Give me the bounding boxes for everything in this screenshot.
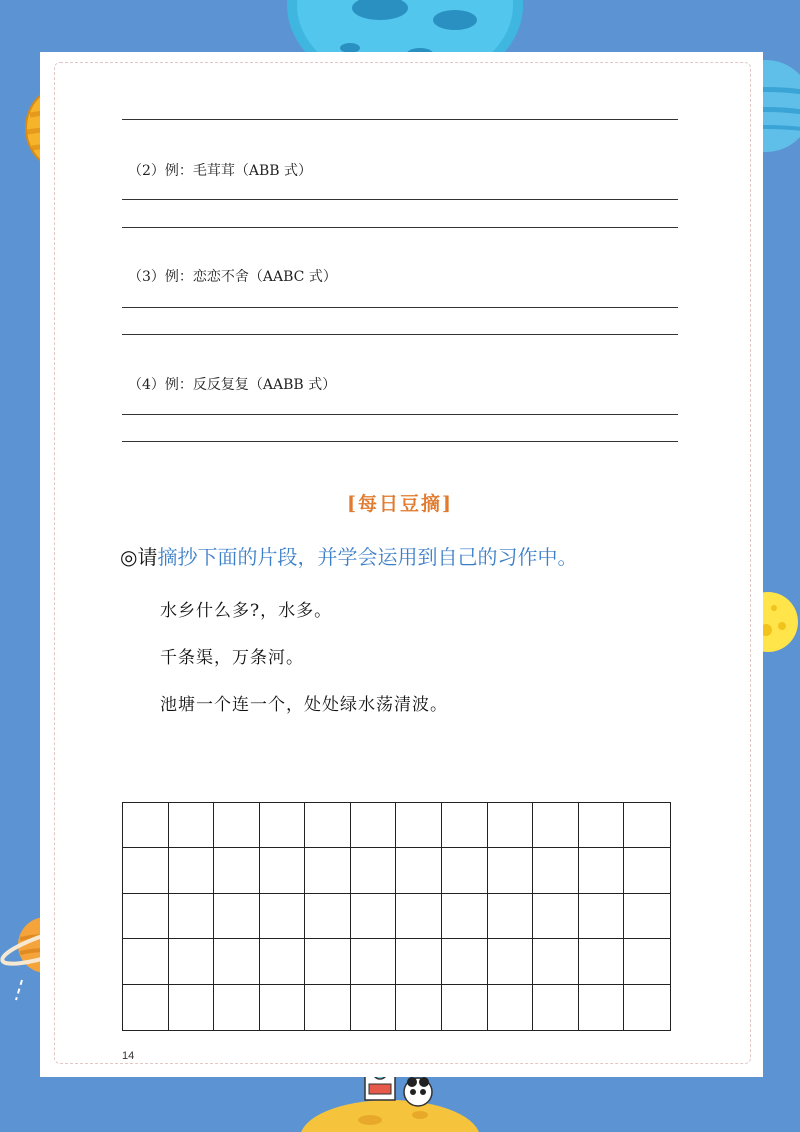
grid-cell[interactable] <box>396 894 442 939</box>
grid-cell[interactable] <box>579 803 625 848</box>
grid-cell[interactable] <box>488 894 534 939</box>
grid-cell[interactable] <box>533 848 579 893</box>
grid-cell[interactable] <box>123 803 169 848</box>
writing-line <box>122 199 678 200</box>
grid-cell[interactable] <box>260 803 306 848</box>
grid-cell[interactable] <box>305 848 351 893</box>
passage-line-1: 水乡什么多?，水多。 <box>160 601 333 621</box>
grid-cell[interactable] <box>214 894 260 939</box>
grid-cell[interactable] <box>169 894 215 939</box>
instruction-text <box>120 541 577 570</box>
grid-cell[interactable] <box>169 848 215 893</box>
grid-cell[interactable] <box>169 939 215 984</box>
grid-cell[interactable] <box>533 894 579 939</box>
grid-cell[interactable] <box>260 894 306 939</box>
grid-cell[interactable] <box>260 939 306 984</box>
instruction-mark: ◎请 <box>120 545 158 569</box>
writing-line <box>122 441 678 442</box>
grid-cell[interactable] <box>488 848 534 893</box>
passage-line-3: 池塘一个连一个，处处绿水荡清波。 <box>160 695 448 715</box>
grid-cell[interactable] <box>624 803 670 848</box>
grid-cell[interactable] <box>488 939 534 984</box>
grid-cell[interactable] <box>579 939 625 984</box>
grid-cell[interactable] <box>123 985 169 1030</box>
grid-cell[interactable] <box>579 985 625 1030</box>
writing-grid[interactable] <box>122 802 671 1031</box>
grid-cell[interactable] <box>351 894 397 939</box>
grid-cell[interactable] <box>305 894 351 939</box>
grid-cell[interactable] <box>624 894 670 939</box>
grid-cell[interactable] <box>123 848 169 893</box>
grid-cell[interactable] <box>123 939 169 984</box>
grid-cell[interactable] <box>260 848 306 893</box>
grid-cell[interactable] <box>579 894 625 939</box>
writing-line <box>122 119 678 120</box>
writing-line <box>122 334 678 335</box>
grid-cell[interactable] <box>533 803 579 848</box>
instruction-body: 摘抄下面的片段，并学会运用到自己的习作中。 <box>157 545 578 569</box>
grid-cell[interactable] <box>169 803 215 848</box>
grid-cell[interactable] <box>396 848 442 893</box>
exercise-4-label: （4）例：反反复复（AABB 式） <box>128 377 337 393</box>
grid-cell[interactable] <box>442 848 488 893</box>
grid-cell[interactable] <box>488 803 534 848</box>
grid-cell[interactable] <box>396 939 442 984</box>
grid-cell[interactable] <box>214 985 260 1030</box>
grid-cell[interactable] <box>351 848 397 893</box>
grid-cell[interactable] <box>624 848 670 893</box>
grid-cell[interactable] <box>214 803 260 848</box>
writing-line <box>122 227 678 228</box>
grid-cell[interactable] <box>214 848 260 893</box>
grid-cell[interactable] <box>624 939 670 984</box>
exercise-3-label: （3）例：恋恋不舍（AABC 式） <box>128 269 337 285</box>
exercise-2-label: （2）例：毛茸茸（ABB 式） <box>128 163 313 179</box>
grid-cell[interactable] <box>305 803 351 848</box>
grid-cell[interactable] <box>442 803 488 848</box>
grid-cell[interactable] <box>442 985 488 1030</box>
grid-cell[interactable] <box>351 939 397 984</box>
grid-cell[interactable] <box>305 985 351 1030</box>
section-heading: [每日豆摘] <box>347 493 453 515</box>
grid-cell[interactable] <box>305 939 351 984</box>
grid-cell[interactable] <box>351 985 397 1030</box>
page-number: 14 <box>122 1050 135 1062</box>
passage-line-2: 千条渠，万条河。 <box>160 648 304 668</box>
grid-cell[interactable] <box>442 939 488 984</box>
grid-cell[interactable] <box>351 803 397 848</box>
grid-cell[interactable] <box>396 985 442 1030</box>
grid-cell[interactable] <box>488 985 534 1030</box>
grid-cell[interactable] <box>624 985 670 1030</box>
grid-cell[interactable] <box>442 894 488 939</box>
grid-cell[interactable] <box>579 848 625 893</box>
writing-line <box>122 414 678 415</box>
grid-cell[interactable] <box>533 985 579 1030</box>
grid-cell[interactable] <box>396 803 442 848</box>
grid-cell[interactable] <box>533 939 579 984</box>
grid-cell[interactable] <box>169 985 215 1030</box>
grid-cell[interactable] <box>260 985 306 1030</box>
grid-cell[interactable] <box>214 939 260 984</box>
grid-cell[interactable] <box>123 894 169 939</box>
writing-line <box>122 307 678 308</box>
